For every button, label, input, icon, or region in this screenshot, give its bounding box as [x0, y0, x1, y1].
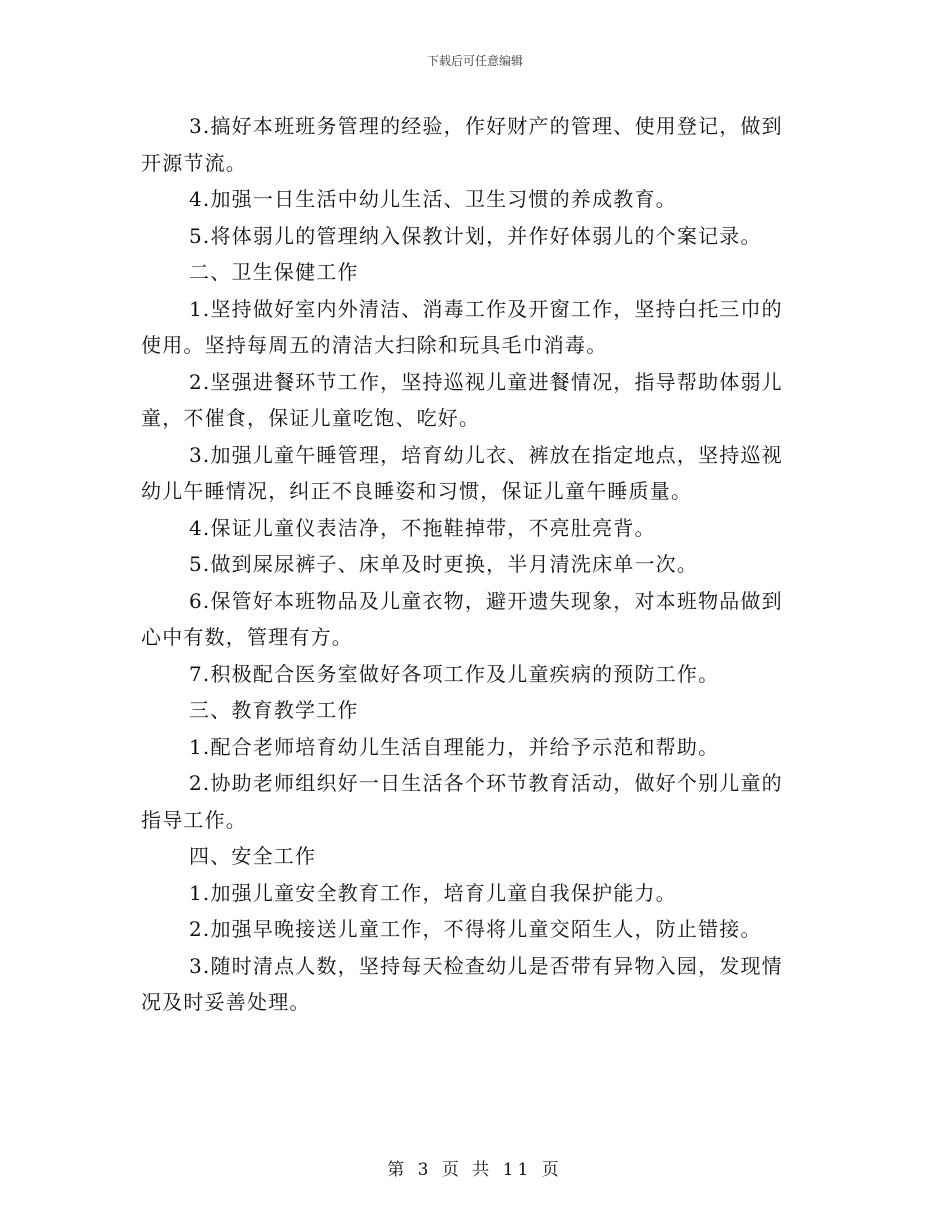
section-heading: 二、卫生保健工作 — [189, 260, 359, 284]
paragraph: 4.保证儿童仪表洁净，不拖鞋掉带，不亮肚亮背。 — [189, 515, 656, 540]
document-body — [141, 108, 801, 1021]
paragraph: 6.保管好本班物品及儿童衣物，避开遗失现象，对本班物品做到心中有数，管理有方。 — [141, 588, 783, 649]
paragraph: 1.加强儿童安全教育工作，培育儿童自我保护能力。 — [189, 880, 677, 905]
page-header: 下载后可任意编辑 — [426, 54, 523, 68]
section-heading: 四、安全工作 — [189, 844, 317, 868]
paragraph: 1.坚持做好室内外清洁、消毒工作及开窗工作，坚持白托三巾的使用。坚持每周五的清洁大扫除和玩具毛巾消毒。 — [141, 296, 783, 357]
paragraph: 3.随时清点人数，坚持每天检查幼儿是否带有异物入园，发现情况及时妥善处理。 — [141, 953, 783, 1014]
section-heading: 三、教育教学工作 — [189, 698, 359, 722]
paragraph: 5.将体弱儿的管理纳入保教计划，并作好体弱儿的个案记录。 — [189, 223, 762, 248]
paragraph: 1.配合老师培育幼儿生活自理能力，并给予示范和帮助。 — [189, 734, 720, 759]
paragraph: 2.协助老师组织好一日生活各个环节教育活动，做好个别儿童的指导工作。 — [141, 771, 783, 832]
paragraph: 7.积极配合医务室做好各项工作及儿童疾病的预防工作。 — [189, 661, 720, 686]
page-number: 第 3 页 共 11 页 — [387, 1160, 563, 1180]
paragraph: 3.加强儿童午睡管理，培育幼儿衣、裤放在指定地点，坚持巡视幼儿午睡情况，纠正不良睡姿和习惯，保证儿童午睡质量。 — [141, 442, 783, 503]
paragraph: 2.坚强进餐环节工作，坚持巡视儿童进餐情况，指导帮助体弱儿童，不催食，保证儿童吃饱、吃好。 — [141, 369, 783, 430]
paragraph: 3.搞好本班班务管理的经验，作好财产的管理、使用登记，做到开源节流。 — [141, 114, 783, 175]
paragraph: 2.加强早晚接送儿童工作，不得将儿童交陌生人，防止错接。 — [189, 917, 762, 941]
paragraph: 5.做到屎尿裤子、床单及时更换，半月清洗床单一次。 — [189, 552, 699, 576]
paragraph: 4.加强一日生活中幼儿生活、卫生习惯的养成教育。 — [189, 187, 677, 211]
